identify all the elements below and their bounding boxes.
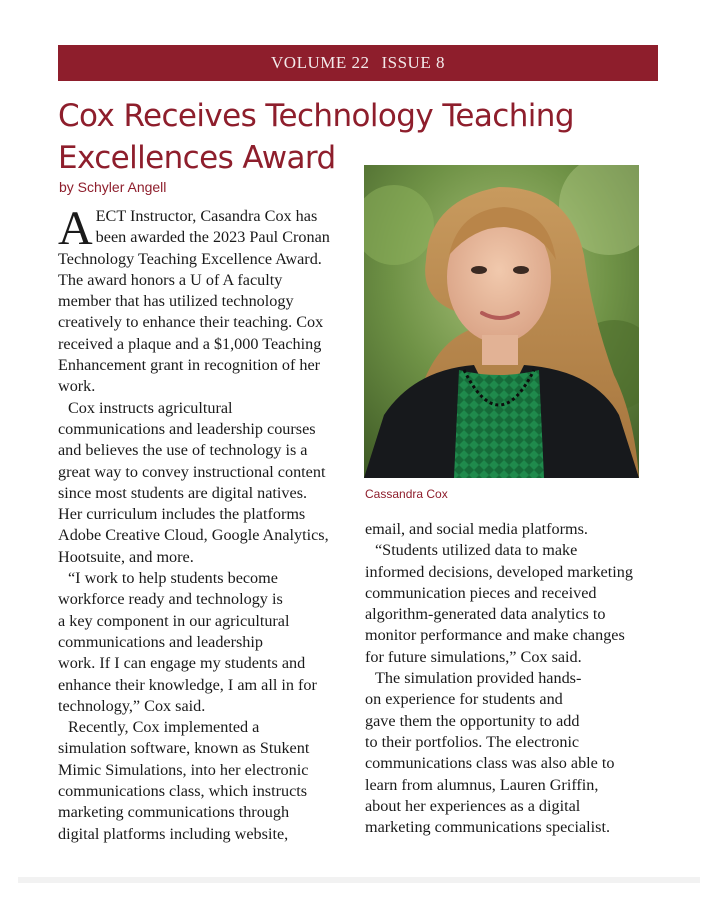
line: Hootsuite, and more.	[58, 547, 194, 566]
line: informed decisions, developed marketing	[365, 562, 633, 581]
line: marketing communications specialist.	[365, 818, 611, 837]
paragraph-6	[365, 540, 665, 668]
line: communications and leadership	[58, 632, 263, 651]
volume-label: VOLUME 22	[271, 53, 370, 72]
line: technology,” Cox said.	[58, 696, 206, 715]
issue-label: ISSUE 8	[381, 53, 445, 72]
line: great way to convey instructional content	[58, 462, 326, 481]
portrait-photo	[364, 165, 639, 478]
line: algorithm-generated data analytics to	[365, 605, 606, 624]
line: enhance their knowledge, I am all in for	[58, 675, 317, 694]
photo-caption: Cassandra Cox	[365, 487, 448, 501]
line: simulation software, known as Stukent	[58, 739, 310, 758]
line: work. If I can engage my students and	[58, 654, 306, 673]
line: on experience for students and	[365, 690, 563, 709]
line: work.	[58, 377, 96, 396]
byline: by Schyler Angell	[59, 179, 167, 195]
line: and believes the use of technology is a	[58, 441, 308, 460]
paragraph-3	[58, 568, 354, 717]
drop-cap: A	[58, 202, 93, 255]
line: ECT Instructor, Casandra Cox has	[95, 207, 318, 225]
line: communications class was also able to	[365, 754, 615, 773]
line: creatively to enhance their teaching. Cox	[58, 313, 324, 332]
line: Recently, Cox implemented a	[68, 718, 260, 737]
line: received a plaque and a $1,000 Teaching	[58, 334, 322, 353]
paragraph-4	[58, 717, 354, 845]
line: monitor performance and make changes	[365, 626, 625, 645]
issue-banner	[58, 45, 658, 81]
line: Enhancement grant in recognition of her	[58, 356, 321, 375]
line: to their portfolios. The electronic	[365, 732, 580, 751]
paragraph-1	[58, 202, 354, 398]
line: Cox instructs agricultural	[68, 398, 233, 417]
line: “I work to help students become	[68, 569, 278, 588]
line: communications class, which instructs	[58, 782, 308, 801]
article-column-2	[365, 519, 665, 838]
line: been awarded the 2023 Paul Cronan	[95, 228, 330, 247]
line: workforce ready and technology is	[58, 590, 283, 609]
line: communication pieces and received	[365, 583, 597, 602]
line: for future simulations,” Cox said.	[365, 647, 582, 666]
line: The simulation provided hands-	[375, 669, 582, 688]
line: member that has utilized technology	[58, 292, 294, 311]
line: Her curriculum includes the platforms	[58, 505, 306, 524]
line: since most students are digital natives.	[58, 483, 308, 502]
page-footer-rule	[18, 877, 700, 883]
title-line-2: Excellences Award	[58, 140, 336, 176]
line: marketing communications through	[58, 803, 290, 822]
line: communications and leadership courses	[58, 419, 316, 438]
line: gave them the opportunity to add	[365, 711, 580, 730]
line: The award honors a U of A faculty	[58, 270, 283, 289]
paragraph-2	[58, 398, 354, 568]
article-column-1	[58, 202, 354, 845]
line: Mimic Simulations, into her electronic	[58, 760, 309, 779]
line: learn from alumnus, Lauren Griffin,	[365, 775, 599, 794]
line: about her experiences as a digital	[365, 796, 581, 815]
line: digital platforms including website,	[58, 824, 289, 843]
line: Adobe Creative Cloud, Google Analytics,	[58, 526, 329, 545]
paragraph-7	[365, 668, 665, 838]
paragraph-5	[365, 519, 665, 540]
line: Technology Teaching Excellence Award.	[58, 249, 322, 268]
line: email, and social media platforms.	[365, 520, 588, 538]
title-line-1: Cox Receives Technology Teaching	[58, 98, 574, 134]
line: “Students utilized data to make	[375, 541, 578, 560]
line: a key component in our agricultural	[58, 611, 290, 630]
